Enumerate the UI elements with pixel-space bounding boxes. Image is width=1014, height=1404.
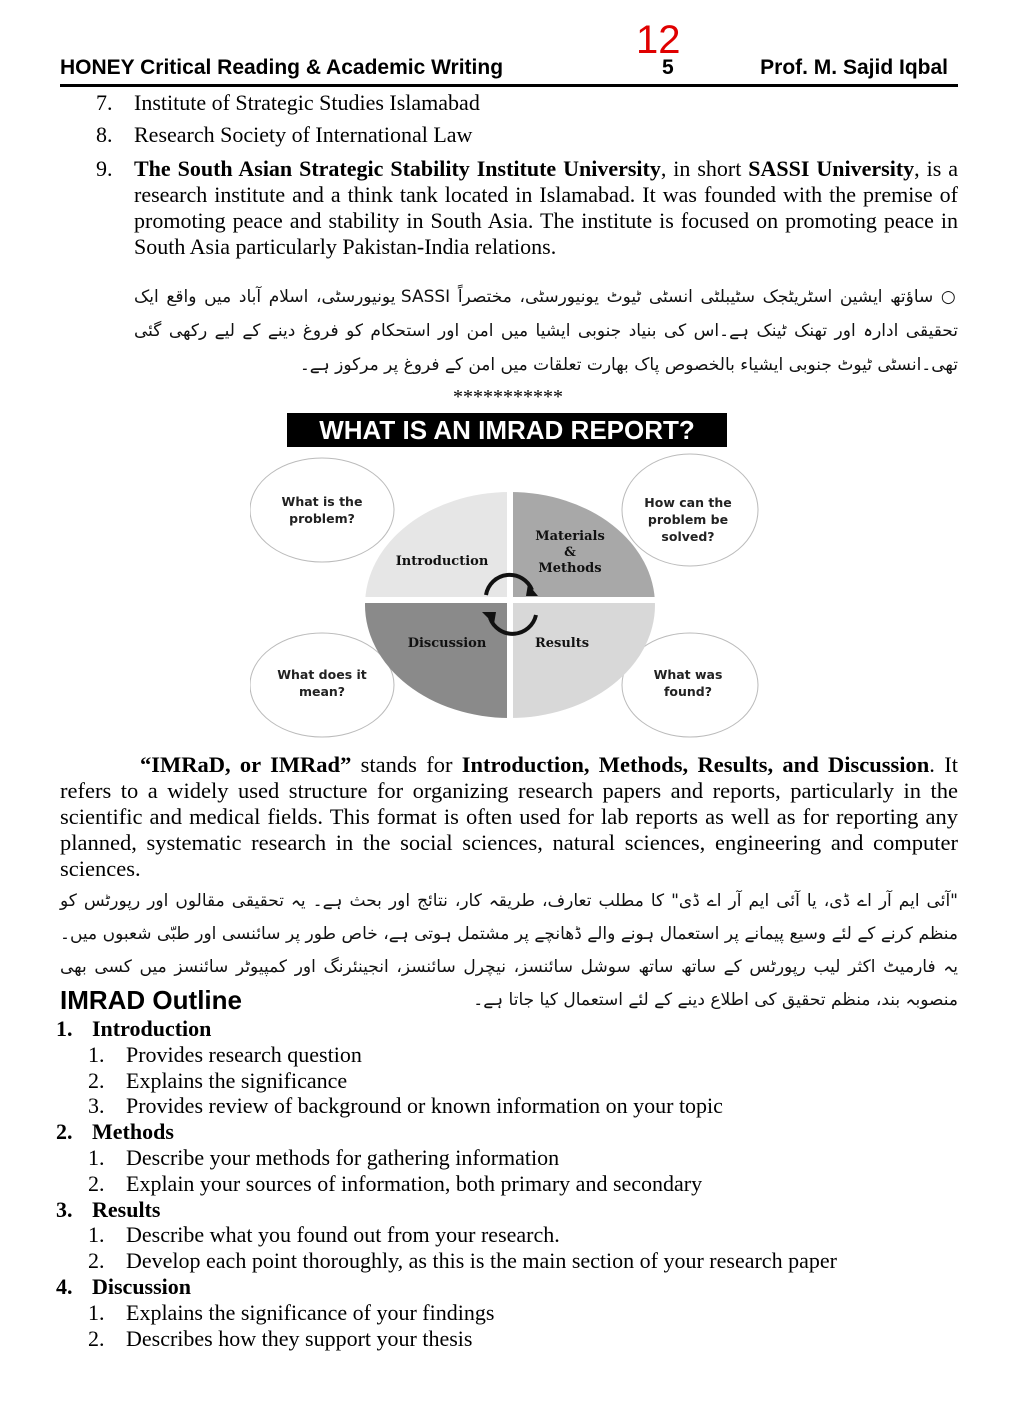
separator: *********** xyxy=(453,386,563,408)
item-text: Describe what you found out from your research. xyxy=(126,1222,560,1248)
section-title: Introduction xyxy=(92,1016,212,1041)
text: stands for xyxy=(351,752,462,777)
item-number: 1. xyxy=(88,1041,105,1067)
quadrant-label: Results xyxy=(534,636,590,651)
section-title: Methods xyxy=(92,1119,174,1145)
bubble-question: What does it xyxy=(277,667,367,682)
imrad-diagram xyxy=(250,450,770,750)
section-title: Discussion xyxy=(92,1274,192,1299)
item-text: Explains the significance xyxy=(126,1067,348,1093)
bubble-question: How can the xyxy=(644,495,732,510)
section-title: Results xyxy=(92,1196,161,1222)
bubble-question: What was xyxy=(653,667,723,682)
item-number: 1. xyxy=(88,1145,105,1170)
quadrant-label: Discussion xyxy=(407,636,487,651)
item-number: 1. xyxy=(88,1222,105,1248)
header-page-number: 5 xyxy=(662,56,674,79)
bubble-question: found? xyxy=(663,684,713,699)
bold-text: The South Asian Strategic Stability Institute University xyxy=(134,156,661,181)
section-number: 1. xyxy=(56,1016,73,1041)
quadrant-label: & xyxy=(564,545,576,560)
item-number: 2. xyxy=(88,1248,105,1274)
bubble-question: problem be xyxy=(647,512,729,527)
outline-heading: IMRAD Outline xyxy=(60,985,242,1015)
bubble-question: problem? xyxy=(289,511,355,526)
bubble-question: What is the xyxy=(281,494,363,509)
quadrant-label: Methods xyxy=(538,561,602,576)
bubble-introduction xyxy=(250,458,394,562)
item-text: Describes how they support your thesis xyxy=(126,1325,473,1351)
header-title: HONEY Critical Reading & Academic Writing xyxy=(60,56,504,79)
urdu-translation-sassi: ○ ساؤتھ ایشین اسٹریٹجک سٹیبلٹی انسٹی ٹیوٹ یونیورسٹی، مختصراً SASSI یونیورسٹی، اسلام آباد میں واقع ایک تحقیقی ادارہ اور تھنک ٹینک ہے۔اس کی بنیاد جنوبی ایشیا میں امن اور استحکام کو فروغ دینے کے لیے رکھی گئی تھی۔انسٹی ٹیوٹ جنوبی ایشیاء بالخصوص پاک بھارت تعلقات میں امن کے فروغ پر مرکوز ہے۔ xyxy=(134,287,958,375)
text: , in short xyxy=(660,156,749,181)
item-number: 2. xyxy=(88,1325,105,1351)
text: , is a research institute and a think tank located in Islamabad. It was founded with the premise of promoting peace and stability in South Asia. The institute is focused on promoting peace in South Asia particularly Pakistan-India relations. xyxy=(134,156,958,259)
bubble-question: mean? xyxy=(298,684,346,699)
item-text: Explain your sources of information, both primary and secondary xyxy=(126,1170,703,1196)
bold-text: “IMRaD, or IMRad” xyxy=(140,752,352,777)
text: . It refers to a widely used structure for organizing research papers and reports, particularly in the scientific and medical fields. This format is often used for lab reports as well as for reporting any planned, systematic research in the social sciences, natural sciences, engineering and computer sciences. xyxy=(60,752,958,881)
bubble-methods xyxy=(622,454,758,566)
item-number: 3. xyxy=(88,1093,105,1119)
urdu-translation-imrad: "آئی ایم آر اے ڈی، یا آئی ایم آر اے ڈی" کا مطلب تعارف، طریقہ کار، نتائج اور بحث ہے۔ یہ تحقیقی مقالوں اور رپورٹس کو منظم کرنے کے لئے وسیع پیمانے پر استعمال ہونے والے ڈھانچے پر مشتمل ہوتی ہے، خاص طور پر سائنسی اور طبّی شعبوں میں۔ یہ فارمیٹ اکثر لیب رپورٹس کے ساتھ ساتھ سوشل سائنسز، نیچرل سائنسز، انجینئرنگ اور کمپیوٹر سائنسز میں کسی بھی منصوبہ بند، منظم تحقیق کی اطلاع دینے کے لئے استعمال کیا جاتا ہے۔ xyxy=(60,891,958,1010)
list-item-sassi: 9. The South Asian Strategic Stability Institute University, in short SASSI University, is a research institute and a think tank located in Islamabad. It was founded with the premise of promoting peace and stability in South Asia. The institute is focused on promoting peace in South Asia particularly Pakistan-India relations. xyxy=(96,156,958,259)
item-number: 2. xyxy=(88,1170,105,1196)
bold-text: Introduction, Methods, Results, and Discussion xyxy=(461,752,930,777)
item-number: 1. xyxy=(88,1299,105,1325)
imrad-paragraph xyxy=(60,752,958,882)
item-text: Provides research question xyxy=(126,1041,362,1067)
item-text: Explains the significance of your findings xyxy=(126,1299,495,1325)
page-header xyxy=(60,56,958,87)
quadrant-label: Introduction xyxy=(395,554,489,569)
item-text: Describe your methods for gathering information xyxy=(126,1145,560,1170)
item-text: Develop each point thoroughly, as this is the main section of your research paper xyxy=(126,1248,837,1274)
bold-text: SASSI University xyxy=(748,156,915,181)
section-banner: WHAT IS AN IMRAD REPORT? xyxy=(287,413,727,447)
sassi-paragraph xyxy=(134,156,958,260)
page-marker: 12 xyxy=(636,18,681,62)
item-number: 2. xyxy=(88,1067,105,1093)
section-number: 3. xyxy=(56,1196,73,1222)
section-number: 4. xyxy=(56,1274,73,1299)
quadrant-label: Materials xyxy=(535,529,605,544)
bubble-question: solved? xyxy=(661,529,715,544)
header-author: Prof. M. Sajid Iqbal xyxy=(760,56,948,79)
section-number: 2. xyxy=(56,1119,73,1145)
item-text: Provides review of background or known information on your topic xyxy=(126,1093,723,1119)
